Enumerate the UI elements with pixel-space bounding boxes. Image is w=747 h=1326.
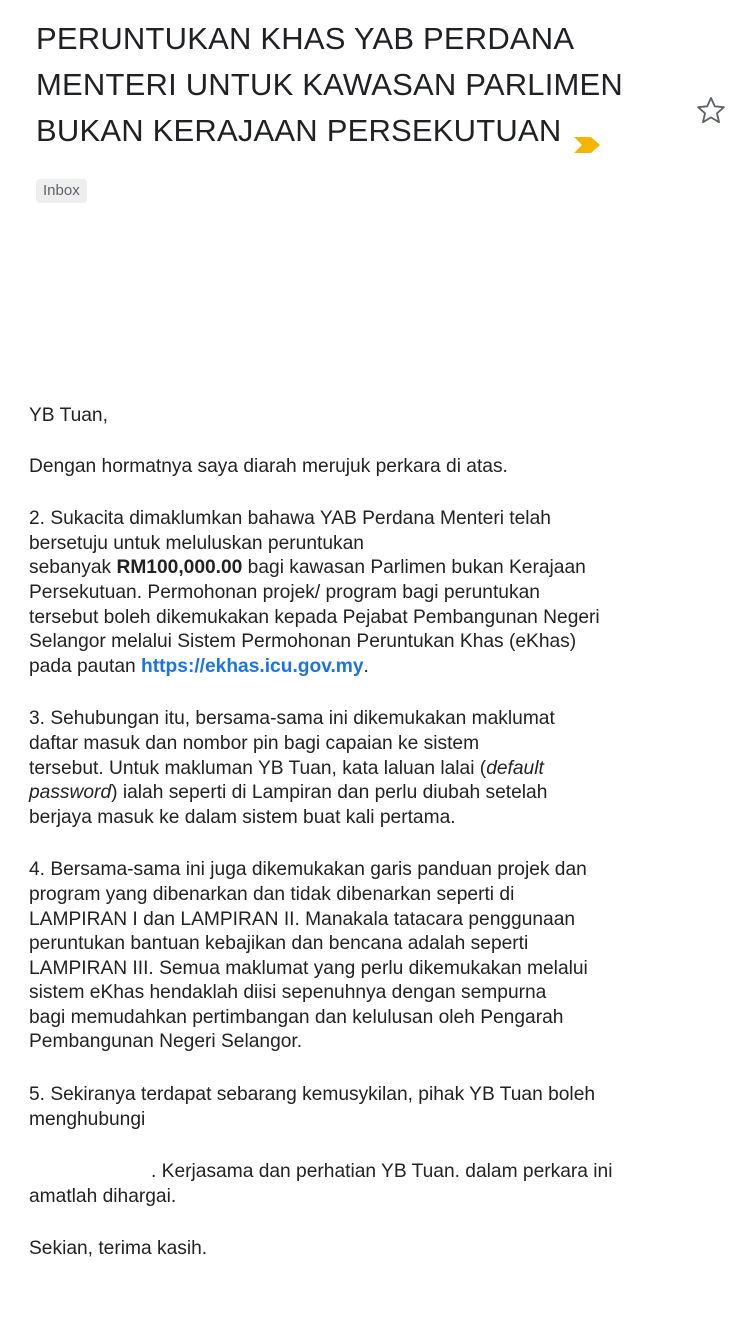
allocation-amount: RM100,000.00 (116, 557, 243, 579)
inbox-label-chip[interactable]: Inbox (36, 179, 87, 203)
email-subject-heading (36, 16, 676, 154)
paragraph-2-text-b: bagi kawasan Parlimen bukan Kerajaan Persekutuan. Permohonan projek/ program bagi peruntukan tersebut boleh dikemukakan kepada Pejabat Pembangunan Negeri Selangor melalui Sistem Permohonan Peruntukan Khas (eKhas) pada pautan (29, 557, 600, 677)
default-password-term: default password (29, 757, 544, 804)
paragraph-3-text-a: 3. Sehubungan itu, bersama-sama ini dikemukakan maklumat daftar masuk dan nombor pin bagi capaian ke sistem tersebut. Untuk makluman YB Tuan, kata laluan lalai ( (29, 708, 555, 779)
email-body (29, 404, 729, 1290)
paragraph-6-text: . Kerjasama dan perhatian YB Tuan. dalam perkara ini amatlah dihargai. (29, 1161, 613, 1207)
star-outline-icon[interactable] (694, 94, 728, 128)
importance-marker-icon[interactable] (573, 121, 601, 139)
paragraph-2-end: . (363, 655, 369, 677)
paragraph-1: Dengan hormatnya saya diarah merujuk perkara di atas. (29, 455, 508, 477)
ekhas-link[interactable]: https://ekhas.icu.gov.my (141, 655, 364, 677)
paragraph-2 (29, 507, 729, 679)
paragraph-6 (29, 1160, 729, 1209)
paragraph-5: 5. Sekiranya terdapat sebarang kemusykilan, pihak YB Tuan boleh menghubungi (29, 1084, 596, 1130)
email-subject: PERUNTUKAN KHAS YAB PERDANA MENTERI UNTUK KAWASAN PARLIMEN BUKAN KERAJAAN PERSEKUTUAN (36, 21, 624, 148)
paragraph-3 (29, 707, 729, 830)
paragraph-3-text-b: ) ialah seperti di Lampiran dan perlu diubah setelah berjaya masuk ke dalam sistem buat kali pertama. (29, 782, 548, 828)
paragraph-4: 4. Bersama-sama ini juga dikemukakan garis panduan projek dan program yang dibenarkan dan tidak dibenarkan seperti di LAMPIRAN I dan LAMPIRAN II. Manakala tatacara penggunaan peruntukan bantuan kebajikan dan bencana adalah seperti LAMPIRAN III. Semua maklumat yang perlu dikemukakan melalui sistem eKhas hendaklah diisi sepenuhnya dengan sempurna bagi memudahkan pertimbangan dan kelulusan oleh Pengarah Pembangunan Negeri Selangor. (29, 859, 588, 1053)
closing: Sekian, terima kasih. (29, 1238, 208, 1260)
paragraph-2-text-a: 2. Sukacita dimaklumkan bahawa YAB Perdana Menteri telah bersetuju untuk meluluskan peruntukan sebanyak (29, 508, 551, 579)
greeting: YB Tuan, (29, 405, 108, 426)
